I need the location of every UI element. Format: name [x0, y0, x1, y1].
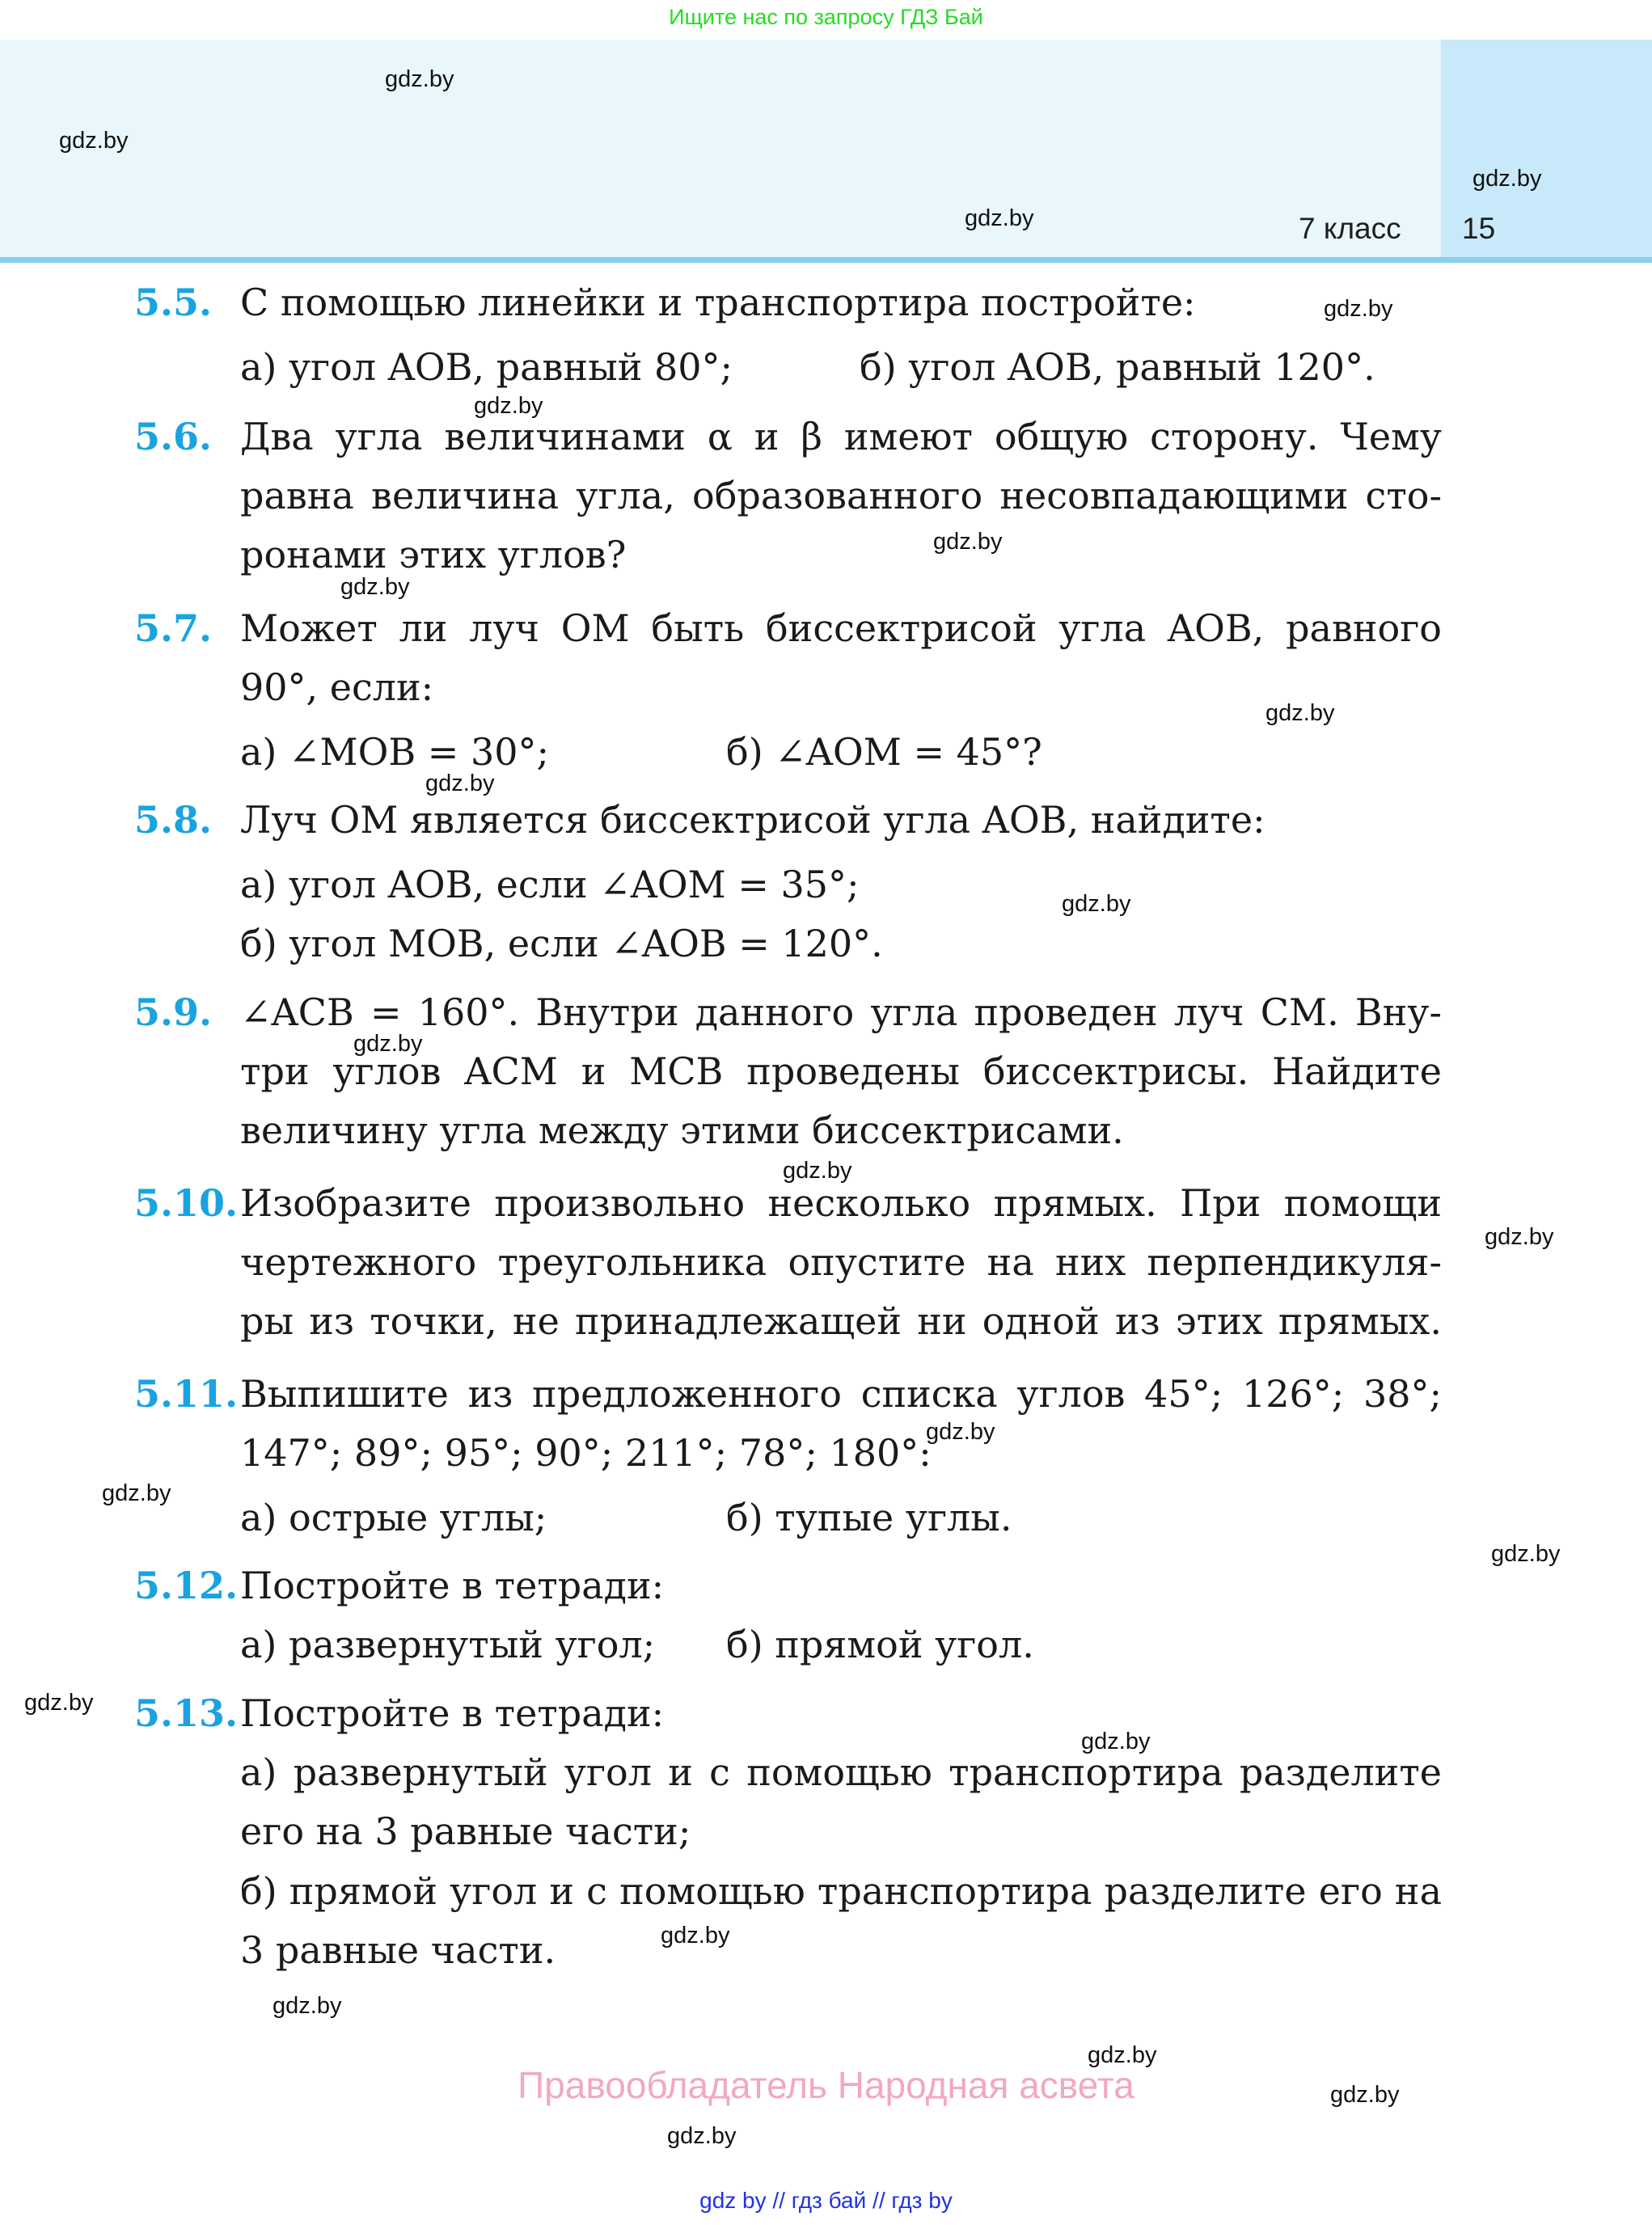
- part-a: а) угол AOB, равный 80°;: [240, 345, 733, 389]
- watermark: gdz.by: [661, 1923, 730, 1948]
- watermark: gdz.by: [1472, 166, 1542, 192]
- part-b: б) ∠AOM = 45°?: [726, 730, 1042, 774]
- problem-number: 5.6.: [134, 415, 213, 458]
- problem-text-line: ∠ACB = 160°. Внутри данного угла проведен луч CM. Вну-: [240, 990, 1442, 1034]
- problem-number: 5.9.: [134, 990, 213, 1034]
- watermark: gdz.by: [425, 771, 495, 796]
- part-a: а) угол AOB, если ∠AOM = 35°;: [240, 863, 860, 906]
- watermark: gdz.by: [385, 66, 454, 92]
- footer-links[interactable]: gdz by // гдз бай // гдз by: [699, 2188, 953, 2213]
- watermark: gdz.by: [1330, 2082, 1400, 2108]
- part-b: б) прямой угол.: [726, 1623, 1034, 1666]
- problem-text-line: Постройте в тетради:: [240, 1691, 665, 1735]
- watermark: gdz.by: [1088, 2042, 1157, 2068]
- problem-number: 5.11.: [134, 1372, 239, 1416]
- watermark: gdz.by: [1491, 1541, 1561, 1567]
- part-b: б) угол MOB, если ∠AOB = 120°.: [240, 922, 883, 965]
- copyright-notice: Правообладатель Народная асвета: [518, 2064, 1134, 2106]
- problem-text-line: Изобразите произвольно несколько прямых. При помощи: [240, 1181, 1442, 1225]
- part-a: а) развернутый угол;: [240, 1623, 656, 1666]
- watermark: gdz.by: [1324, 296, 1393, 322]
- problem-number: 5.13.: [134, 1691, 239, 1735]
- problem-number: 5.10.: [134, 1181, 239, 1225]
- problem-text-line: три углов ACM и MCB проведены биссектрисы. Найдите: [240, 1049, 1442, 1093]
- part-b: б) угол AOB, равный 120°.: [860, 345, 1375, 389]
- watermark: gdz.by: [965, 205, 1034, 231]
- watermark: gdz.by: [783, 1158, 852, 1184]
- problem-number: 5.12.: [134, 1564, 239, 1607]
- part-b: б) прямой угол и с помощью транспортира разделите его на: [240, 1869, 1442, 1913]
- watermark: gdz.by: [102, 1480, 171, 1506]
- problem-text-line: Выпишите из предложенного списка углов 45°; 126°; 38°;: [240, 1372, 1442, 1416]
- watermark: gdz.by: [1485, 1224, 1554, 1250]
- problem-text-line: равна величина угла, образованного несовпадающими сто-: [240, 474, 1442, 517]
- problem-text: С помощью линейки и транспортира постройте:: [240, 281, 1196, 324]
- watermark: gdz.by: [340, 574, 410, 600]
- header-rule: [0, 257, 1652, 263]
- watermark: gdz.by: [353, 1031, 423, 1057]
- watermark: gdz.by: [1081, 1729, 1151, 1754]
- problem-number: 5.7.: [134, 606, 213, 650]
- problem-text-line: Постройте в тетради:: [240, 1564, 665, 1607]
- problem-text-line: 147°; 89°; 95°; 90°; 211°; 78°; 180°:: [240, 1431, 932, 1475]
- problem-text-line: Луч OM является биссектрисой угла AOB, найдите:: [240, 798, 1265, 842]
- part-b-cont: 3 равные части.: [240, 1928, 556, 1972]
- part-b: б) тупые углы.: [726, 1496, 1012, 1539]
- grade-label: 7 класс: [1299, 212, 1401, 245]
- watermark: gdz.by: [1062, 891, 1131, 917]
- part-a: а) ∠MOB = 30°;: [240, 730, 549, 774]
- watermark: gdz.by: [1265, 700, 1335, 726]
- problem-text-line: чертежного треугольника опустите на них перпендикуля-: [240, 1240, 1442, 1284]
- watermark: gdz.by: [933, 529, 1003, 555]
- watermark: gdz.by: [926, 1419, 995, 1445]
- search-banner: Ищите нас по запросу ГДЗ Бай: [669, 5, 983, 29]
- watermark: gdz.by: [474, 393, 543, 419]
- watermark: gdz.by: [273, 1993, 342, 2019]
- watermark: gdz.by: [59, 128, 129, 154]
- problem-text-line: 90°, если:: [240, 665, 434, 709]
- problem-number: 5.5.: [134, 281, 213, 324]
- part-a: а) развернутый угол и с помощью транспортира разделите: [240, 1750, 1442, 1794]
- problem-text-line: Может ли луч OM быть биссектрисой угла AOB, равного: [240, 606, 1442, 650]
- problem-text-line: величину угла между этими биссектрисами.: [240, 1108, 1124, 1152]
- problem-text-line: Два угла величинами α и β имеют общую сторону. Чему: [240, 415, 1442, 458]
- problem-text-line: ры из точки, не принадлежащей ни одной из этих прямых.: [240, 1299, 1442, 1343]
- watermark: gdz.by: [667, 2123, 737, 2149]
- watermark: gdz.by: [24, 1690, 94, 1716]
- problem-text-line: ронами этих углов?: [240, 533, 627, 576]
- page-number: 15: [1462, 212, 1496, 245]
- part-a-cont: его на 3 равные части;: [240, 1809, 691, 1853]
- page-header: [0, 40, 1652, 260]
- part-a: а) острые углы;: [240, 1496, 547, 1539]
- problem-number: 5.8.: [134, 798, 213, 842]
